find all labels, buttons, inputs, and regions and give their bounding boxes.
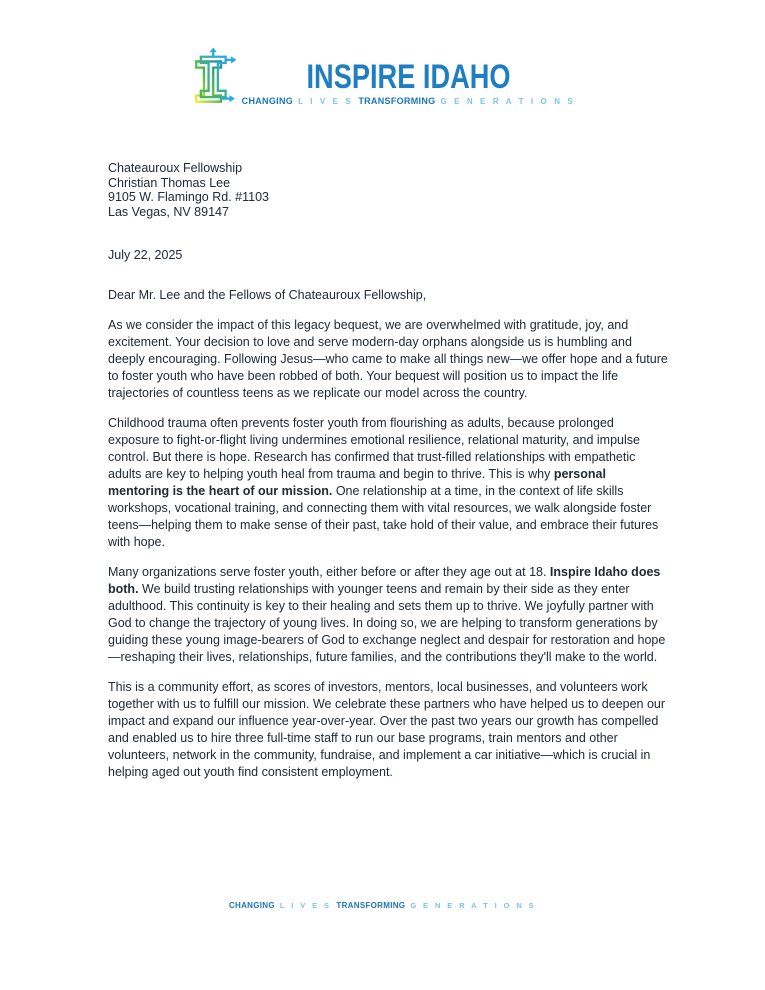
paragraph-1-text: As we consider the impact of this legacy bequest, we are overwhelmed with gratitude, joy, and excitement. Your decision to love and serve modern-day orphans alongside us is humbling and deeply encouraging. Following Jesus—who came to make all things new—we offer hope and a future to foster youth who have been robbed of both. Your bequest will position us to impact the life trajectories of countless teens as we replicate our model across the country.: [108, 318, 668, 400]
recipient-organization: Chateauroux Fellowship: [108, 161, 243, 175]
paragraph-2-text: Childhood trauma often prevents foster youth from flourishing as adults, because prolonged exposure to fight-or-flight living undermines emotional resilience, relational maturity, and impulse control. But there is hope. Research has confirmed that trust-filled relationships with empathetic adults are key to helping youth heal from trauma and begin to thrive. This is why: [108, 416, 640, 481]
footer-tagline: [0, 901, 765, 910]
paragraph-2: [108, 415, 668, 551]
letter-body: [108, 161, 668, 781]
tagline-word-generations: G E N E R A T I O N S: [440, 97, 576, 106]
inspire-idaho-logo-icon: [190, 46, 238, 114]
paragraph-3-text: Many organizations serve foster youth, either before or after they age out at 18.: [108, 565, 550, 579]
paragraph-4: [108, 679, 668, 781]
salutation: Dear Mr. Lee and the Fellows of Chateauroux Fellowship,: [108, 288, 427, 302]
logo-block: [0, 44, 765, 114]
recipient-street: 9105 W. Flamingo Rd. #1103: [108, 190, 269, 204]
logo-text: [242, 44, 576, 106]
paragraph-4-text: This is a community effort, as scores of investors, mentors, local businesses, and volunteers work together with us to fulfill our mission. We celebrate these partners who have helped us to deepen our impact and expand our influence year-over-year. Over the past two years our growth has compelled and enabled us to hire three full-time staff to run our base programs, train mentors and other volunteers, network in the community, fundraise, and implement a car initiative—which is crucial in helping aged out youth find consistent employment.: [108, 680, 666, 779]
logo-title: INSPIRE IDAHO: [306, 58, 511, 96]
recipient-name: Christian Thomas Lee: [108, 175, 231, 190]
paragraph-2-bold: personal mentoring is the heart of our mission.: [108, 467, 606, 498]
date-line: July 22, 2025: [108, 248, 183, 262]
footer-tagline-word-generations: G E N E R A T I O N S: [410, 901, 537, 910]
paragraph-3: [108, 564, 668, 666]
footer-tagline-word-lives: L I V E S: [279, 901, 332, 910]
paragraph-1: [108, 317, 668, 402]
paragraph-2-post: One relationship at a time, in the context of life skills workshops, vocational training, and connecting them with vital resources, we walk alongside foster teens—helping them to make sense of their past, take hold of their value, and embrace their futures with hope.: [108, 484, 659, 549]
tagline-word-transforming: TRANSFORMING: [358, 96, 436, 106]
logo-tagline: [242, 96, 576, 106]
footer-tagline-word-transforming: TRANSFORMING: [336, 901, 406, 910]
recipient-block: [108, 161, 668, 219]
tagline-word-lives: L I V E S: [298, 97, 354, 106]
footer-tagline-word-changing: CHANGING: [228, 901, 275, 910]
paragraph-3-bold: Inspire Idaho does both.: [108, 565, 661, 596]
recipient-city-state-zip: Las Vegas, NV 89147: [108, 204, 229, 219]
paragraph-3-post: We build trusting relationships with younger teens and remain by their side as they enter adulthood. This continuity is key to their healing and sets them up to thrive. We joyfully partner with God to change the trajectory of young lives. In doing so, we are helping to transform generations by guiding these young image-bearers of God to exchange neglect and despair for restoration and hope—reshaping their lives, relationships, future families, and the contributions they'll make to the world.: [108, 582, 666, 664]
tagline-word-changing: CHANGING: [241, 96, 294, 106]
